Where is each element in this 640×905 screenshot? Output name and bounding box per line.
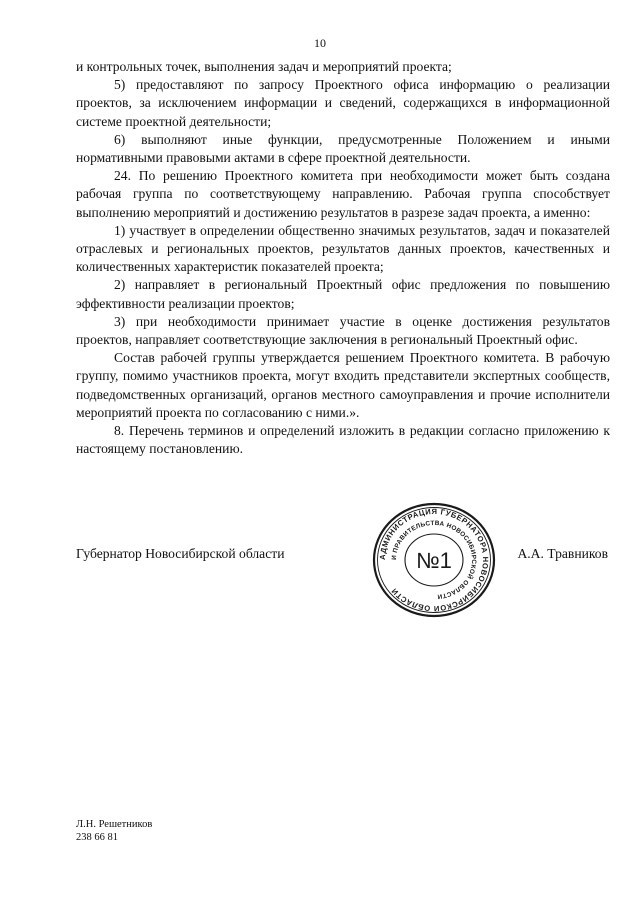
paragraph-item-6: 6) выполняют иные функции, предусмотренные Положением и иными нормативными правовыми актами в сфере проектной деятельности.	[76, 131, 610, 166]
executor-name: Л.Н. Решетников	[76, 819, 153, 830]
seal-number: №1	[416, 548, 452, 573]
document-body	[76, 58, 610, 458]
paragraph-subitem-2: 2) направляет в региональный Проектный офис предложения по повышению эффективности реализации проектов;	[76, 277, 610, 311]
paragraph-item-5: 5) предоставляют по запросу Проектного офиса информацию о реализации проектов, за исключением информации и сведений, содержащихся в информационной системе проектной деятельности;	[76, 77, 610, 129]
official-seal	[372, 502, 496, 618]
paragraph-working-group-composition: Состав рабочей группы утверждается решением Проектного комитета. В рабочую группу, помимо участников проекта, могут входить представители экспертных сообществ, подведомственных организаций, органов местного самоуправления и прочие исполнители мероприятий проекта по согласованию с ними.».	[76, 350, 610, 420]
paragraph-subitem-3: 3) при необходимости принимает участие в оценке достижения результатов проектов, направляет соответствующие заключения в региональный Проектный офис.	[76, 313, 610, 348]
paragraph-subitem-1: 1) участвует в определении общественно значимых результатов, задач и показателей отраслевых и региональных проектов, результатов данных проектов, качественных и количественных характеристик показателей проекта;	[76, 222, 610, 275]
paragraph-clause-24: 24. По решению Проектного комитета при необходимости может быть создана рабочая группа по соответствующему направлению. Рабочая группа способствует выполнению мероприятий и достижению результатов в разрезе задач проекта, а именно:	[76, 168, 610, 220]
page-number: 10	[314, 36, 326, 50]
signer-title: Губернатор Новосибирской области	[76, 546, 285, 561]
executor-phone: 238 66 81	[76, 832, 118, 843]
seal-outer-text: АДМИНИСТРАЦИЯ ГУБЕРНАТОРА НОВОСИБИРСКОЙ ОБЛАСТИ	[377, 506, 491, 614]
seal-inner-text: И ПРАВИТЕЛЬСТВА НОВОСИБИРСКОЙ ОБЛАСТИ	[390, 519, 478, 600]
paragraph-clause-8: 8. Перечень терминов и определений изложить в редакции согласно приложению к настоящему постановлению.	[76, 423, 610, 457]
paragraph-continuation: и контрольных точек, выполнения задач и мероприятий проекта;	[76, 59, 452, 74]
executor-info	[76, 818, 152, 844]
signer-name: А.А. Травников	[517, 546, 608, 561]
